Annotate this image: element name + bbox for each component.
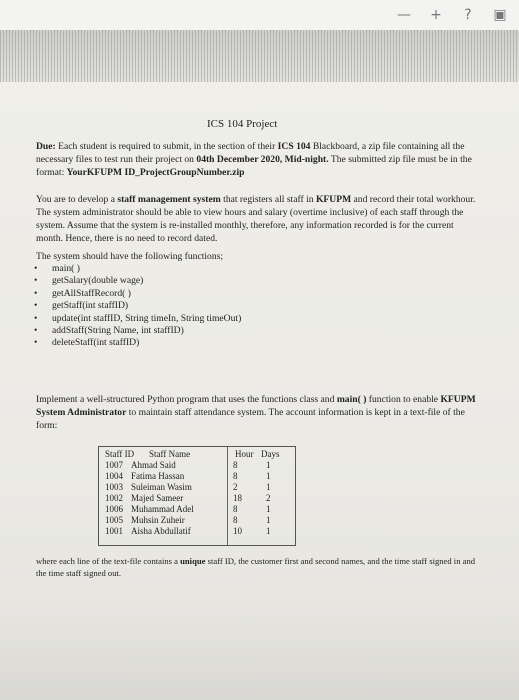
- header-staff-id: Staff ID: [105, 449, 135, 459]
- intro-text-b: that registers all staff in: [220, 194, 316, 205]
- cell-staff-id: 1001: [105, 526, 123, 536]
- due-label: Due:: [36, 141, 56, 152]
- help-icon[interactable]: ?: [464, 7, 472, 23]
- header-days: Days: [261, 449, 280, 459]
- intro-system: staff management system: [117, 194, 221, 205]
- table-row: [99, 526, 295, 537]
- cell-hour: 8: [233, 471, 238, 481]
- cell-hour: 8: [233, 460, 238, 470]
- minus-icon[interactable]: —: [397, 7, 411, 23]
- cell-hour: 8: [233, 504, 238, 514]
- due-text-c: The submitted zip file must be in the format:: [36, 154, 472, 178]
- cell-staff-name: Fatima Hassan: [131, 471, 185, 481]
- cell-hour: 10: [233, 526, 242, 536]
- cell-days: 1: [266, 482, 271, 492]
- cell-hour: 18: [233, 493, 242, 503]
- intro-text-c: and record their total workhour. The system administrator should be able to view hours and salary (overtime inclusive) of each staff through the system. Assume that the system is re-installed monthly, therefore, any information recorded is for the current month. Hence, there is no need to record dated.: [36, 194, 476, 244]
- header-hour: Hour: [235, 449, 254, 459]
- due-text-b: Blackboard, a zip file containing all the necessary files to test run their project on: [36, 141, 465, 165]
- cell-staff-id: 1005: [105, 515, 123, 525]
- due-text-a: Each student is required to submit, in the section of their: [55, 141, 278, 152]
- table-row: [99, 482, 295, 493]
- function-item: • update(int staffID, String timeIn, String timeOut): [34, 313, 241, 325]
- note-unique: unique: [180, 556, 206, 566]
- cell-days: 1: [266, 460, 271, 470]
- function-item: • getStaff(int staffID): [34, 300, 241, 312]
- impl-text-a: Implement a well-structured Python program that uses the functions class and: [36, 394, 337, 405]
- cell-staff-name: Majed Sameer: [131, 493, 184, 503]
- function-item: • main( ): [34, 263, 241, 275]
- cell-staff-name: Muhsin Zuheir: [131, 515, 185, 525]
- cell-staff-name: Muhammad Adel: [131, 504, 194, 514]
- toolbar-icons: [395, 6, 509, 24]
- cell-hour: 2: [233, 482, 238, 492]
- functions-intro: The system should have the following functions;: [36, 251, 224, 262]
- cell-days: 1: [266, 504, 271, 514]
- image-icon[interactable]: ▣: [493, 7, 507, 23]
- staff-table: [98, 446, 296, 546]
- viewer-toolbar: [0, 0, 519, 30]
- cell-staff-id: 1004: [105, 471, 123, 481]
- implement-paragraph: [36, 393, 476, 432]
- function-item: • getAllStaffRecord( ): [34, 288, 241, 300]
- cell-days: 1: [266, 515, 271, 525]
- due-format: YourKFUPM ID_ProjectGroupNumber.zip: [66, 167, 245, 178]
- impl-text-b: function to enable: [366, 394, 441, 405]
- page-title: ICS 104 Project: [207, 118, 278, 130]
- function-item: • deleteStaff(int staffID): [34, 337, 241, 349]
- function-item: • addStaff(String Name, int staffID): [34, 325, 241, 337]
- note-text-a: where each line of the text-file contains a: [36, 556, 181, 566]
- cell-hour: 8: [233, 515, 238, 525]
- table-row: [99, 493, 295, 504]
- cell-staff-name: Aisha Abdullatif: [131, 526, 191, 536]
- functions-list: [34, 263, 241, 350]
- binding-hatch: [0, 30, 519, 82]
- table-row: [99, 460, 295, 471]
- impl-text-c: to maintain staff attendance system. The account information is kept in a text-file of the form:: [36, 407, 465, 431]
- intro-paragraph: [36, 193, 480, 245]
- intro-text-a: You are to develop a: [36, 194, 118, 205]
- table-row: [99, 471, 295, 482]
- table-row: [99, 504, 295, 515]
- intro-org: KFUPM: [315, 194, 352, 205]
- plus-icon[interactable]: +: [430, 7, 442, 23]
- table-row: [99, 515, 295, 526]
- impl-admin: KFUPM System Administrator: [36, 394, 476, 418]
- due-paragraph: [36, 140, 486, 179]
- cell-days: 1: [266, 526, 271, 536]
- page-shadow: [0, 600, 519, 700]
- cell-staff-name: Suleiman Wasim: [131, 482, 192, 492]
- header-staff-name: Staff Name: [149, 449, 191, 459]
- due-date: 04th December 2020, Mid-night.: [196, 154, 329, 165]
- cell-staff-id: 1007: [105, 460, 123, 470]
- cell-days: 1: [266, 471, 271, 481]
- impl-main: main( ): [336, 394, 367, 405]
- cell-staff-name: Ahmad Said: [131, 460, 176, 470]
- due-course: ICS 104: [277, 141, 311, 152]
- cell-staff-id: 1002: [105, 493, 123, 503]
- cell-staff-id: 1003: [105, 482, 123, 492]
- cell-days: 2: [266, 493, 271, 503]
- cell-staff-id: 1006: [105, 504, 123, 514]
- function-item: • getSalary(double wage): [34, 275, 241, 287]
- note-text-b: staff ID, the customer first and second names, and the time staff signed in and the time staff signed out.: [36, 556, 476, 578]
- note-paragraph: [36, 555, 476, 579]
- table-header: [99, 449, 295, 460]
